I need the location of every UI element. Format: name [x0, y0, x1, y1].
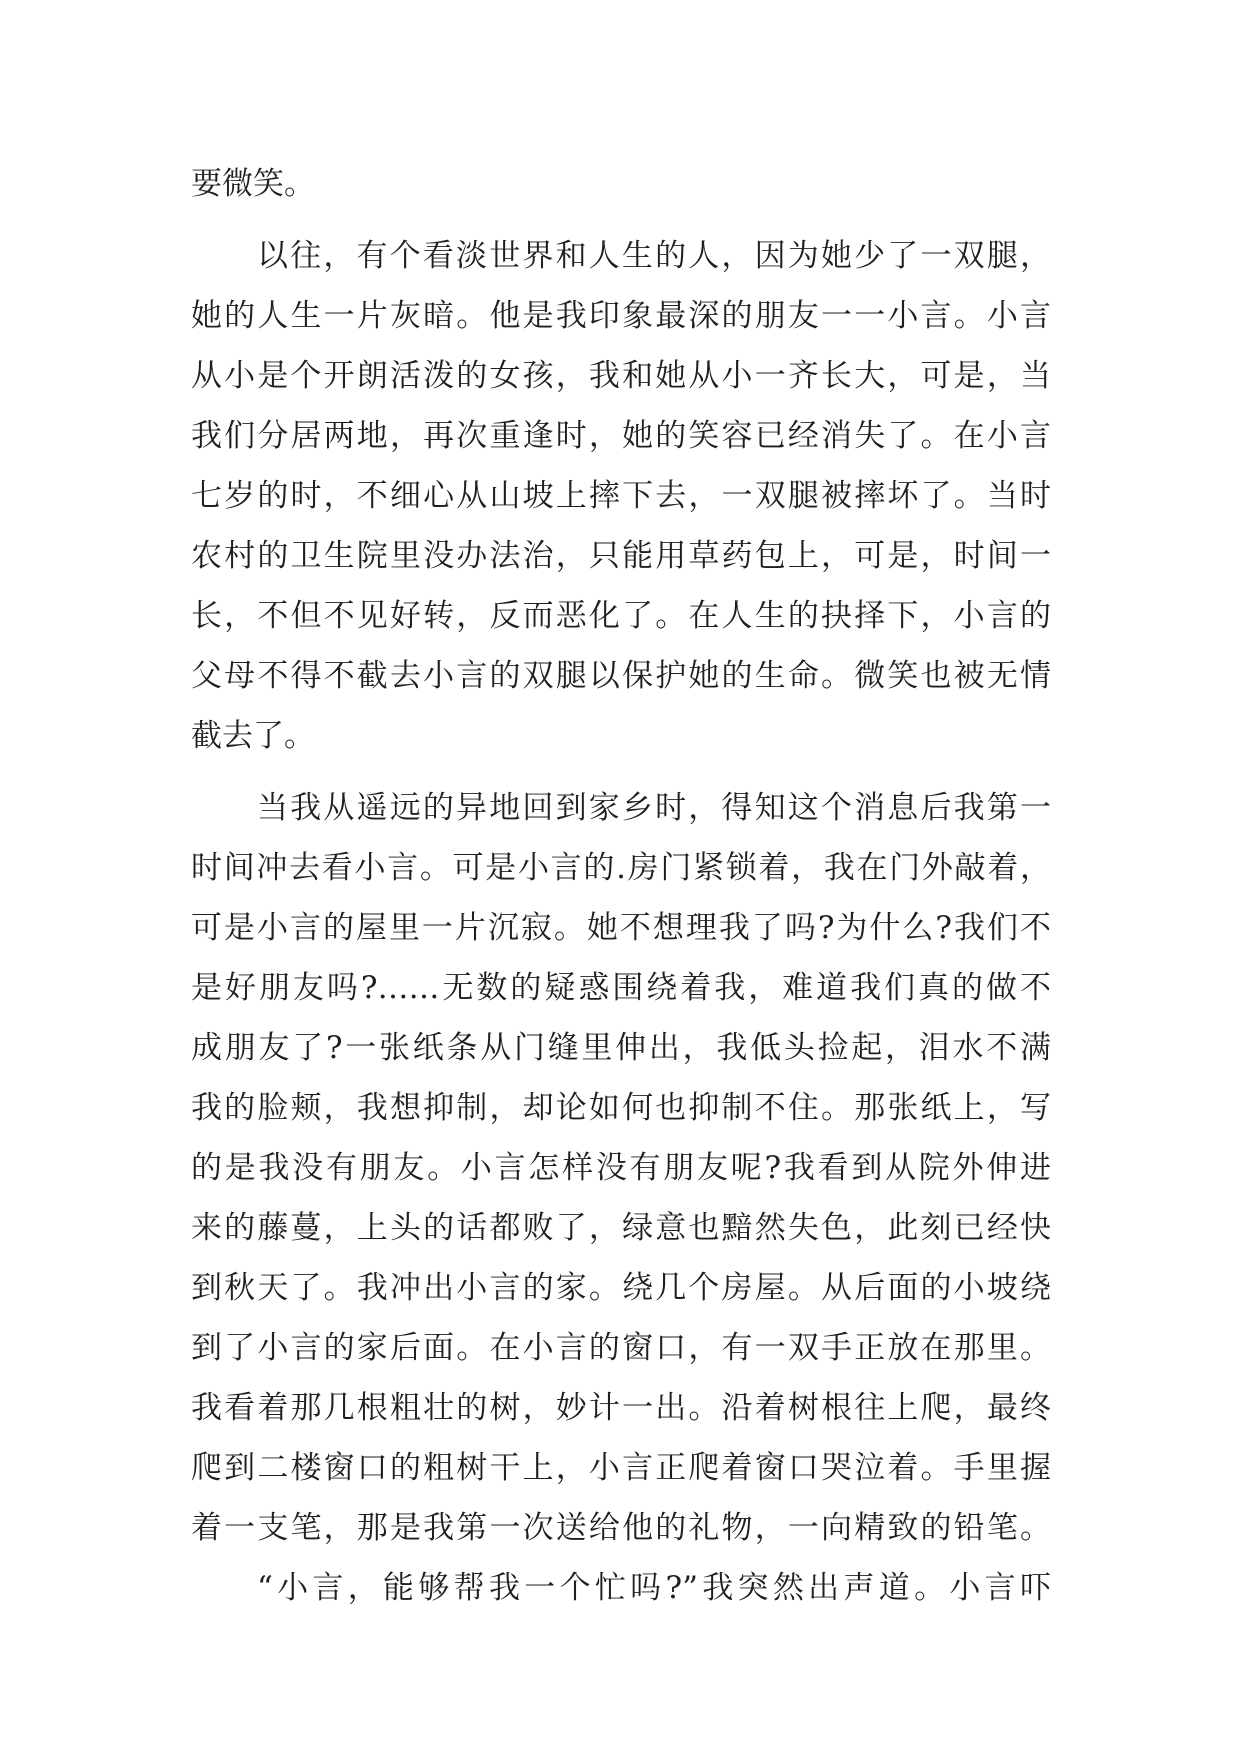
text-line: “小言，能够帮我一个忙吗?”我突然出声道。小言吓 [257, 1570, 1051, 1606]
text-line: 父母不得不截去小言的双腿以保护她的生命。微笑也被无情 [191, 658, 1051, 694]
text-line: 到了小言的家后面。在小言的窗口，有一双手正放在那里。 [191, 1330, 1051, 1366]
text-line: 爬到二楼窗口的粗树干上，小言正爬着窗口哭泣着。手里握 [191, 1450, 1051, 1486]
text-line: 来的藤蔓，上头的话都败了，绿意也黯然失色，此刻已经快 [191, 1210, 1051, 1246]
text-line: 成朋友了?一张纸条从门缝里伸出，我低头捡起，泪水不满 [191, 1030, 1051, 1066]
paragraph-3 [191, 778, 1051, 1558]
text-line: 她的人生一片灰暗。他是我印象最深的朋友一一小言。小言 [191, 298, 1051, 334]
text-line: 着一支笔，那是我第一次送给他的礼物，一向精致的铅笔。 [191, 1510, 1051, 1546]
text-line: 农村的卫生院里没办法治，只能用草药包上，可是，时间一 [191, 538, 1051, 574]
text-line: 长，不但不见好转，反而恶化了。在人生的抉择下，小言的 [191, 598, 1051, 634]
text-line: 的是我没有朋友。小言怎样没有朋友呢?我看到从院外伸进 [191, 1150, 1051, 1186]
paragraph-1 [191, 154, 1051, 214]
text-line: 七岁的时，不细心从山坡上摔下去，一双腿被摔坏了。当时 [191, 478, 1051, 514]
paragraph-4 [191, 1558, 1051, 1618]
text-line: 从小是个开朗活泼的女孩，我和她从小一齐长大，可是，当 [191, 358, 1051, 394]
text-line: 是好朋友吗?……无数的疑惑围绕着我，难道我们真的做不 [191, 970, 1051, 1006]
text-line: 要微笑。 [191, 166, 315, 202]
text-line: 我看着那几根粗壮的树，妙计一出。沿着树根往上爬，最终 [191, 1390, 1051, 1426]
text-line: 我的脸颊，我想抑制，却论如何也抑制不住。那张纸上，写 [191, 1090, 1051, 1126]
text-line: 我们分居两地，再次重逢时，她的笑容已经消失了。在小言 [191, 418, 1051, 454]
text-line: 时间冲去看小言。可是小言的.房门紧锁着，我在门外敲着， [191, 850, 1051, 886]
text-line: 当我从遥远的异地回到家乡时，得知这个消息后我第一 [257, 790, 1051, 826]
paragraph-2 [191, 226, 1051, 766]
text-line: 截去了。 [191, 718, 315, 754]
text-line: 可是小言的屋里一片沉寂。她不想理我了吗?为什么?我们不 [191, 910, 1051, 946]
text-line: 到秋天了。我冲出小言的家。绕几个房屋。从后面的小坡绕 [191, 1270, 1051, 1306]
text-line: 以往，有个看淡世界和人生的人，因为她少了一双腿， [257, 238, 1051, 274]
document-body [191, 154, 1051, 1618]
